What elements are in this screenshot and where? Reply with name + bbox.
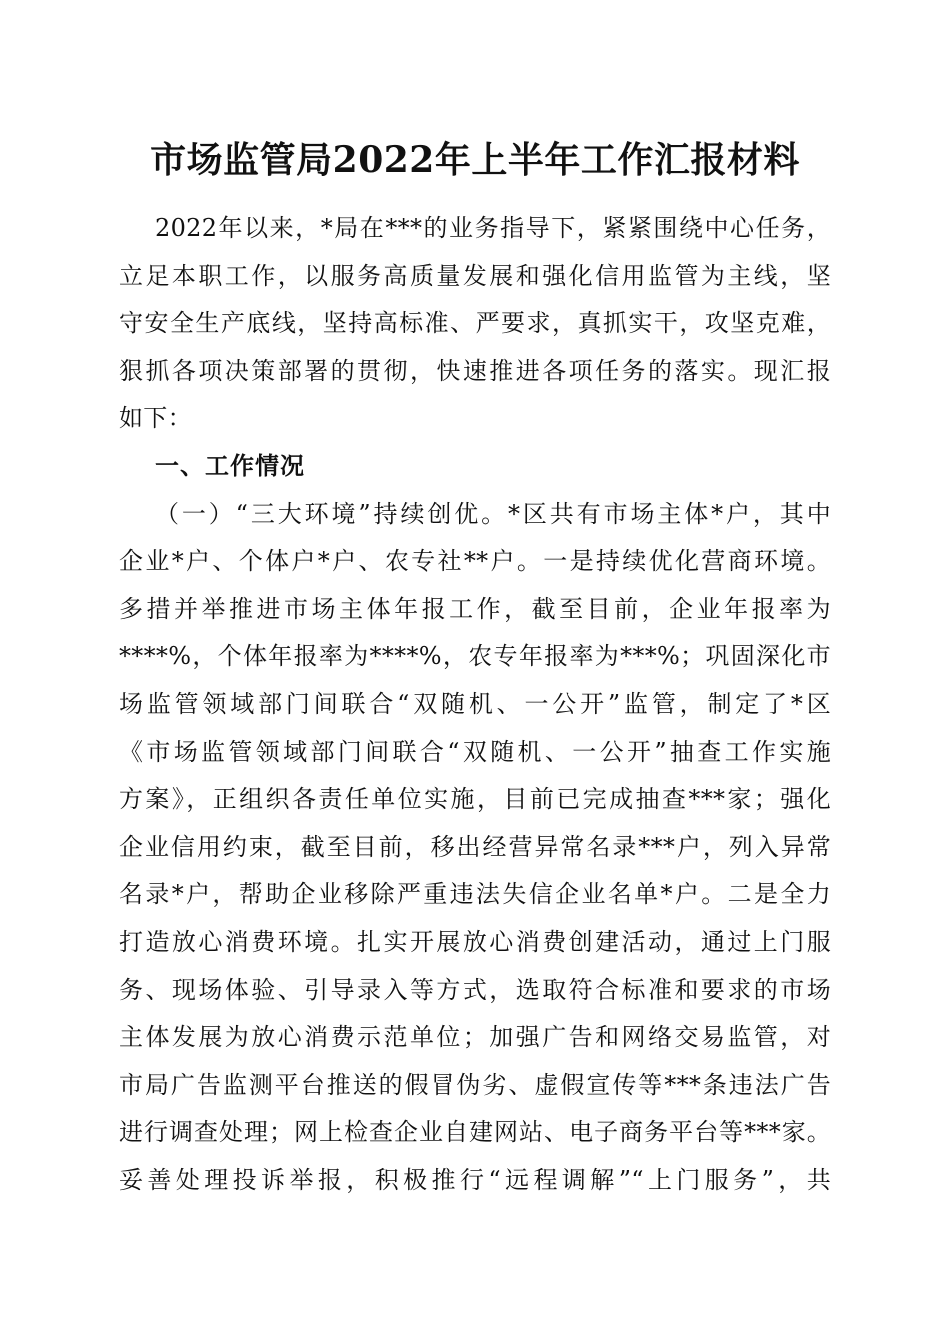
paragraph-line: 企业信用约束，截至目前，移出经营异常名录***户，列入异常 (119, 832, 831, 861)
document-body (119, 205, 831, 1204)
paragraph-line: 守安全生产底线，坚持高标准、严要求，真抓实干，攻坚克难， (119, 309, 831, 338)
paragraph-line: 进行调查处理；网上检查企业自建网站、电子商务平台等***家。 (119, 1118, 831, 1147)
section-heading: 一、工作情况 (155, 451, 305, 480)
paragraph-line: 2022年以来，*局在***的业务指导下，紧紧围绕中心任务， (155, 214, 831, 242)
paragraph-line: 妥善处理投诉举报，积极推行“远程调解”“上门服务”，共 (119, 1165, 831, 1194)
paragraph-line: （一）“三大环境”持续创优。*区共有市场主体*户，其中 (155, 499, 831, 528)
paragraph-line: 名录*户，帮助企业移除严重违法失信企业名单*户。二是全力 (119, 880, 831, 909)
document-title: 市场监管局2022年上半年工作汇报材料 (150, 139, 800, 181)
paragraph-line: 打造放心消费环境。扎实开展放心消费创建活动，通过上门服 (119, 927, 831, 956)
paragraph-line: 务、现场体验、引导录入等方式，选取符合标准和要求的市场 (119, 975, 831, 1004)
paragraph-line: 立足本职工作，以服务高质量发展和强化信用监管为主线，坚 (119, 261, 831, 290)
paragraph-line: 如下： (119, 404, 192, 433)
paragraph-line: 企业*户、个体户*户、农专社**户。一是持续优化营商环境。 (119, 547, 831, 576)
paragraph-line: 场监管领域部门间联合“双随机、一公开”监管，制定了*区 (119, 689, 831, 718)
paragraph-line: 《市场监管领域部门间联合“双随机、一公开”抽查工作实施 (119, 737, 831, 766)
paragraph-line: 市局广告监测平台推送的假冒伪劣、虚假宣传等***条违法广告 (119, 1070, 831, 1099)
paragraph-line: 狠抓各项决策部署的贯彻，快速推进各项任务的落实。现汇报 (119, 356, 831, 385)
paragraph-line: 方案》，正组织各责任单位实施，目前已完成抽查***家；强化 (119, 785, 831, 814)
paragraph-line: ****%，个体年报率为****%，农专年报率为***%；巩固深化市 (119, 642, 831, 671)
paragraph-line: 多措并举推进市场主体年报工作，截至目前，企业年报率为 (119, 594, 831, 623)
paragraph-line: 主体发展为放心消费示范单位；加强广告和网络交易监管，对 (119, 1023, 831, 1052)
